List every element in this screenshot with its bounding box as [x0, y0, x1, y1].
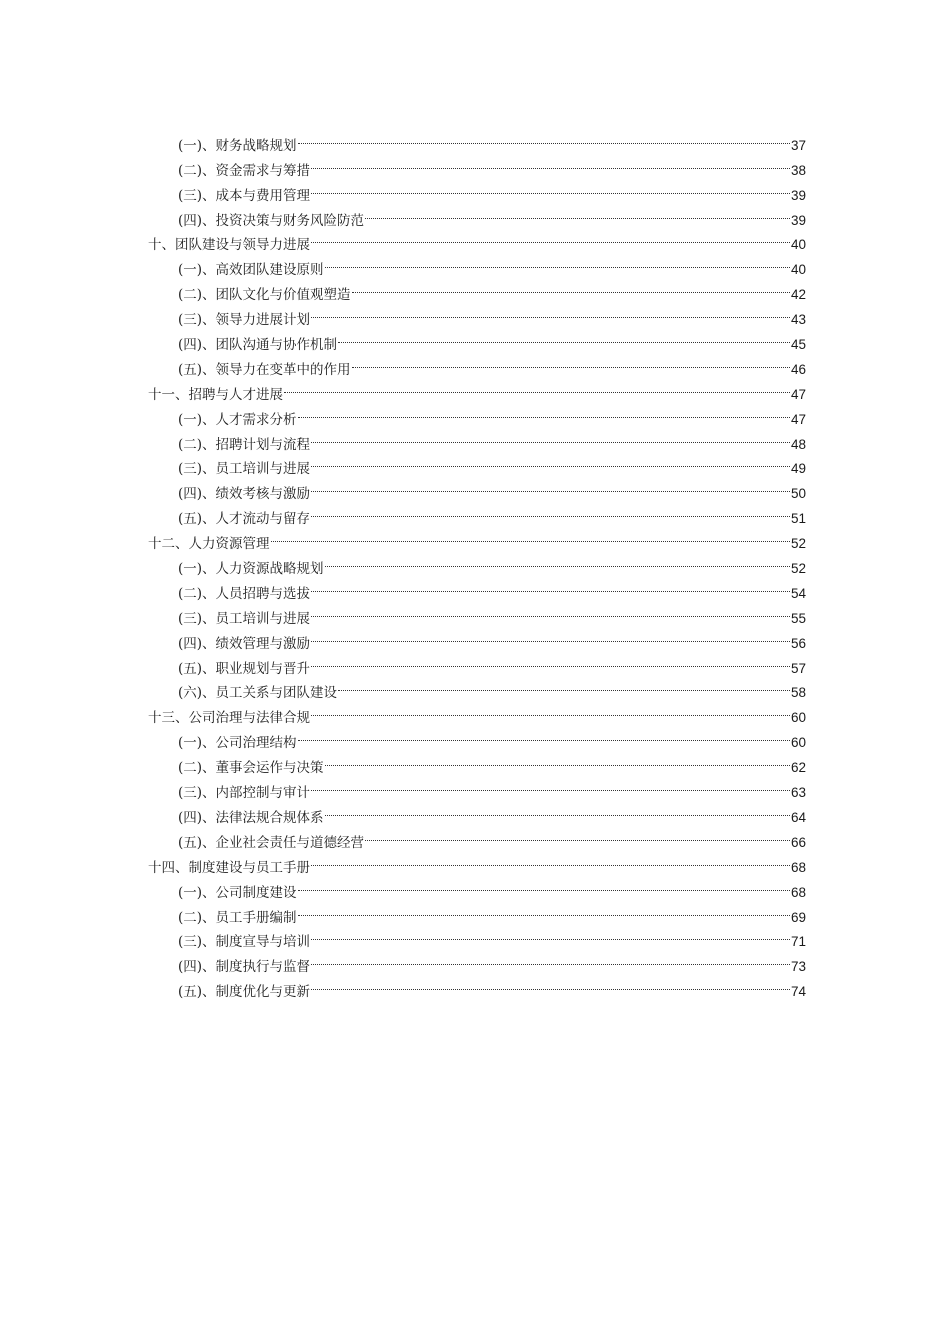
toc-entry-page-number: 60	[790, 735, 806, 751]
toc-dot-leader	[297, 125, 791, 150]
toc-dot-leader	[310, 946, 791, 971]
toc-dot-leader	[310, 648, 791, 673]
toc-entry-page-number: 46	[790, 361, 806, 377]
toc-entry-title: (三)、内部控制与审计	[178, 785, 311, 802]
toc-entry-title: (一)、公司制度建设	[178, 884, 297, 901]
toc-dot-leader	[270, 523, 791, 548]
toc-entry-page-number: 43	[790, 312, 806, 328]
toc-entry-title: (二)、招聘计划与流程	[178, 436, 311, 453]
toc-entry-page-number: 60	[790, 710, 806, 726]
toc-dot-leader	[310, 623, 791, 648]
toc-dot-leader	[310, 473, 791, 498]
toc-entry-page-number: 40	[790, 237, 806, 253]
toc-entry-page-number: 58	[790, 685, 806, 701]
toc-entry-page-number: 47	[790, 386, 806, 402]
toc-entry-page-number: 52	[790, 536, 806, 552]
toc-entry-title: (五)、人才流动与留存	[178, 511, 311, 528]
toc-dot-leader	[297, 722, 791, 747]
toc-dot-leader	[324, 249, 791, 274]
toc-section-entry[interactable]	[148, 125, 806, 154]
toc-entry-page-number: 62	[790, 760, 806, 776]
toc-entry-page-number: 51	[790, 511, 806, 527]
toc-entry-page-number: 68	[790, 884, 806, 900]
toc-entry-title: 十三、公司治理与法律合规	[148, 710, 310, 727]
toc-entry-page-number: 52	[790, 561, 806, 577]
toc-entry-title: (四)、投资决策与财务风险防范	[178, 212, 365, 229]
toc-dot-leader	[310, 573, 791, 598]
toc-entry-title: (一)、人力资源战略规划	[178, 561, 324, 578]
toc-dot-leader	[351, 274, 791, 299]
toc-entry-title: (二)、团队文化与价值观塑造	[178, 287, 351, 304]
toc-dot-leader	[324, 797, 791, 822]
toc-entry-page-number: 42	[790, 287, 806, 303]
toc-entry-title: (一)、公司治理结构	[178, 735, 297, 752]
toc-dot-leader	[310, 424, 791, 449]
toc-entry-page-number: 39	[790, 212, 806, 228]
toc-dot-leader	[297, 897, 791, 922]
toc-dot-leader	[310, 847, 791, 872]
toc-dot-leader	[310, 175, 791, 200]
toc-entry-title: (四)、绩效管理与激励	[178, 635, 311, 652]
toc-dot-leader	[337, 673, 791, 698]
toc-entry-title: (六)、员工关系与团队建设	[178, 685, 338, 702]
toc-entry-title: (五)、企业社会责任与道德经营	[178, 834, 365, 851]
toc-entry-page-number: 47	[790, 411, 806, 427]
toc-entry-title: 十一、招聘与人才进展	[148, 386, 283, 403]
toc-entry-page-number: 37	[790, 137, 806, 153]
toc-entry-title: (三)、员工培训与进展	[178, 610, 311, 627]
toc-dot-leader	[310, 225, 791, 250]
toc-entry-title: (一)、高效团队建设原则	[178, 262, 324, 279]
toc-entry-page-number: 50	[790, 486, 806, 502]
toc-entry-title: (三)、制度宣导与培训	[178, 934, 311, 951]
table-of-contents	[148, 125, 806, 1001]
toc-entry-page-number: 55	[790, 610, 806, 626]
toc-entry-title: 十、团队建设与领导力进展	[148, 237, 310, 254]
toc-entry-page-number: 64	[790, 809, 806, 825]
toc-entry-page-number: 39	[790, 187, 806, 203]
toc-entry-title: (一)、人才需求分析	[178, 411, 297, 428]
toc-dot-leader	[324, 747, 791, 772]
toc-entry-page-number: 54	[790, 585, 806, 601]
toc-dot-leader	[337, 324, 791, 349]
toc-dot-leader	[297, 872, 791, 897]
toc-dot-leader	[351, 349, 791, 374]
toc-entry-title: (二)、董事会运作与决策	[178, 760, 324, 777]
toc-dot-leader	[324, 548, 791, 573]
toc-entry-title: 十二、人力资源管理	[148, 536, 270, 553]
toc-entry-title: (一)、财务战略规划	[178, 137, 297, 154]
toc-dot-leader	[297, 399, 791, 424]
toc-dot-leader	[310, 697, 791, 722]
toc-entry-title: (二)、员工手册编制	[178, 909, 297, 926]
toc-dot-leader	[310, 449, 791, 474]
toc-dot-leader	[310, 971, 791, 996]
toc-entry-title: (五)、领导力在变革中的作用	[178, 361, 351, 378]
toc-dot-leader	[364, 200, 791, 225]
toc-entry-title: (二)、资金需求与筹措	[178, 162, 311, 179]
toc-entry-page-number: 63	[790, 785, 806, 801]
toc-entry-page-number: 56	[790, 635, 806, 651]
toc-entry-title: (四)、团队沟通与协作机制	[178, 337, 338, 354]
toc-entry-page-number: 45	[790, 337, 806, 353]
toc-dot-leader	[310, 922, 791, 947]
toc-entry-page-number: 48	[790, 436, 806, 452]
toc-entry-page-number: 74	[790, 984, 806, 1000]
toc-dot-leader	[310, 299, 791, 324]
toc-dot-leader	[310, 598, 791, 623]
toc-entry-page-number: 69	[790, 909, 806, 925]
toc-entry-title: 十四、制度建设与员工手册	[148, 859, 310, 876]
toc-entry-title: (四)、绩效考核与激励	[178, 486, 311, 503]
toc-entry-title: (五)、职业规划与晋升	[178, 660, 311, 677]
toc-entry-page-number: 38	[790, 162, 806, 178]
toc-entry-page-number: 68	[790, 859, 806, 875]
toc-entry-title: (五)、制度优化与更新	[178, 984, 311, 1001]
toc-entry-page-number: 71	[790, 934, 806, 950]
toc-entry-page-number: 57	[790, 660, 806, 676]
toc-dot-leader	[310, 498, 791, 523]
toc-entry-title: (四)、法律法规合规体系	[178, 809, 324, 826]
toc-dot-leader	[283, 374, 791, 399]
toc-entry-page-number: 40	[790, 262, 806, 278]
toc-entry-page-number: 73	[790, 959, 806, 975]
toc-dot-leader	[364, 822, 791, 847]
toc-dot-leader	[310, 772, 791, 797]
toc-dot-leader	[310, 150, 791, 175]
toc-entry-title: (三)、领导力进展计划	[178, 312, 311, 329]
toc-entry-page-number: 49	[790, 461, 806, 477]
toc-entry-title: (二)、人员招聘与选拔	[178, 585, 311, 602]
toc-entry-title: (四)、制度执行与监督	[178, 959, 311, 976]
toc-entry-page-number: 66	[790, 834, 806, 850]
toc-entry-title: (三)、员工培训与进展	[178, 461, 311, 478]
toc-entry-title: (三)、成本与费用管理	[178, 187, 311, 204]
